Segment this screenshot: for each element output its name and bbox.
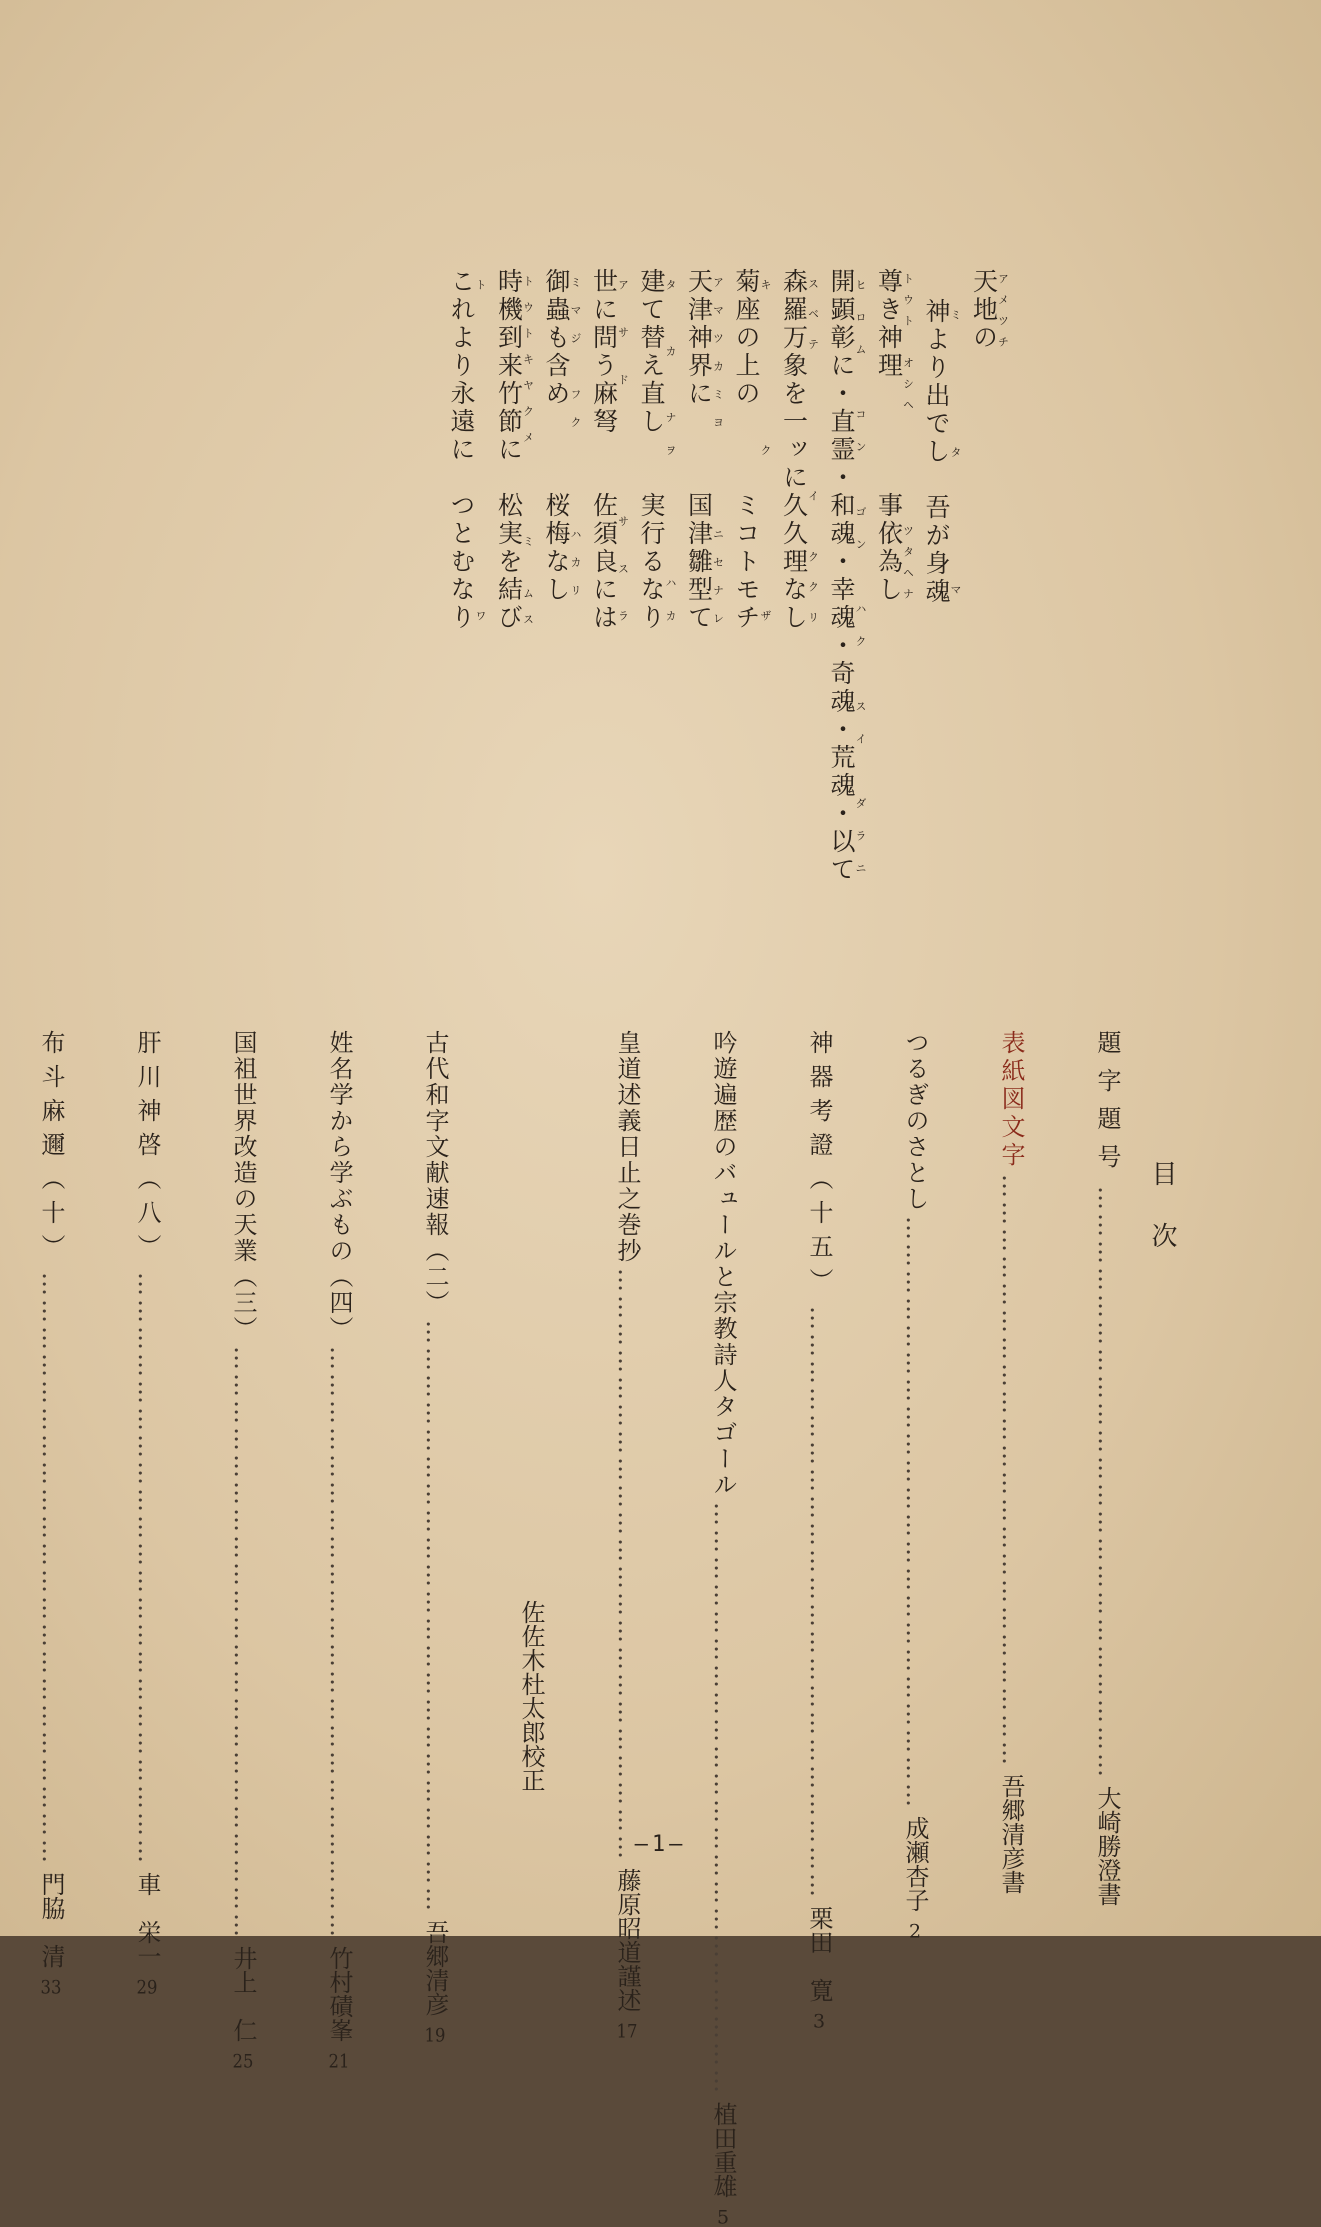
poem bbox=[439, 268, 1010, 884]
toc-entry-page: 2 bbox=[908, 1922, 922, 1941]
poem-line: 開顕彰に・直霊・和魂・幸魂・奇魂・荒魂・以てヒロム コン ゴン ハク スイ ダラニ bbox=[827, 268, 867, 884]
toc-entry-author: 車 栄一 bbox=[133, 1872, 161, 1968]
toc-entry-author: 吾郷清彦 bbox=[997, 1774, 1025, 1870]
toc-entry-author: 栗田 寛 bbox=[805, 1906, 833, 2002]
poem-line: これより永遠に つとむなりトワ bbox=[447, 268, 487, 632]
toc-entry bbox=[171, 1030, 267, 2071]
toc-entry-title: 題字題号 bbox=[1093, 1030, 1121, 1182]
toc-leader: ………………………………………………………… bbox=[325, 1346, 353, 1940]
toc-entry-suffix: 書 bbox=[997, 1870, 1025, 1894]
toc-entry-title: 肝川神啓（八） bbox=[133, 1030, 161, 1268]
toc-leader: ………………………………………………………… bbox=[37, 1272, 65, 1866]
toc-entry bbox=[843, 1030, 939, 1941]
toc-entry-author: 成瀬杏子 bbox=[901, 1816, 929, 1912]
toc-entry-suffix: 校正 bbox=[517, 1744, 545, 1792]
toc-entry-subline bbox=[459, 1030, 555, 1802]
page-number: —1— bbox=[634, 1832, 687, 1857]
toc-entry-author: 大崎勝澄 bbox=[1093, 1786, 1121, 1882]
toc-entry-author: 竹村磧峯 bbox=[325, 1946, 353, 2042]
toc-leader: ………………………………………………………… bbox=[613, 1268, 641, 1862]
toc-entry-title: 皇道述義日止之巻抄 bbox=[613, 1030, 641, 1264]
toc-entry bbox=[747, 1030, 843, 2031]
toc-heading: 目次 bbox=[1147, 1160, 1177, 1284]
poem-line: 建て替え直し 実行るなりタ カ ナヲ ハカ bbox=[637, 268, 677, 632]
toc-entry-suffix: 謹述 bbox=[613, 1964, 641, 2012]
toc-entry-author: 藤原昭道 bbox=[613, 1868, 641, 1964]
table-of-contents bbox=[0, 1030, 1131, 2227]
toc-leader: ………………………………………………………… bbox=[901, 1216, 929, 1810]
poem-line: 天地のアメツチ bbox=[969, 268, 1010, 352]
toc-entry bbox=[363, 1030, 459, 2045]
toc-entry-title: つるぎのさとし bbox=[901, 1030, 929, 1212]
toc-entry bbox=[267, 1030, 363, 2071]
poem-line: 時機到来竹節に 松実を結びトウトキヤクメ ミ ムス bbox=[494, 268, 535, 632]
toc-entry-title: 姓名学から学ぶもの（四） bbox=[325, 1030, 353, 1342]
toc-entry-page: 29 bbox=[136, 1978, 158, 1997]
toc-entry-author: 植田重雄 bbox=[709, 2102, 737, 2198]
toc-entry bbox=[0, 1030, 75, 1997]
toc-entry-title: 表紙図文字 bbox=[997, 1030, 1025, 1170]
poem-line: 菊座の上の ミコトモチキクザ bbox=[732, 268, 772, 632]
toc-entry-title: 布斗麻邇（十） bbox=[37, 1030, 65, 1268]
toc-entry bbox=[555, 1030, 651, 2041]
toc-entry-title: 神器考證（十五） bbox=[805, 1030, 833, 1302]
toc-entry-page: 25 bbox=[232, 2052, 254, 2071]
toc-entry-suffix: 書 bbox=[1093, 1882, 1121, 1906]
toc-entry-page: 17 bbox=[616, 2022, 638, 2041]
toc-entry-title: 古代和字文献速報（二） bbox=[421, 1030, 449, 1316]
poem-line: 尊き神理 事依為しトウト オシヘ ツタヘナ bbox=[874, 268, 915, 604]
poem-line: 神より出でし 吾が身魂ミタマ bbox=[922, 298, 962, 606]
poem-line: 御蟲も含め 桜梅なしミマジ フク ハカリ bbox=[542, 268, 582, 604]
poem-line: 森羅万象を一ッに久久理なしスベテ イ ククリ bbox=[779, 268, 820, 632]
toc-entry-page: 21 bbox=[328, 2052, 350, 2071]
toc-leader: ………………………………………………………… bbox=[229, 1346, 257, 1940]
poem-line: 天津神界に 国津雛型てアマツカミヨ ニセナレ bbox=[684, 268, 725, 632]
toc-entry-title: 吟遊遍歴のバュールと宗教詩人タゴール bbox=[709, 1030, 737, 1498]
toc-entry-page: 3 bbox=[812, 2012, 826, 2031]
toc-leader: ………………………………………………………… bbox=[133, 1272, 161, 1866]
toc-entry-author: 吾郷清彦 bbox=[421, 1920, 449, 2016]
toc-leader: ………………………………………………………… bbox=[997, 1174, 1025, 1768]
toc-leader: ………………………………………………………… bbox=[421, 1320, 449, 1914]
toc-entry bbox=[939, 1030, 1035, 1894]
toc-entry-author: 門脇 清 bbox=[37, 1872, 65, 1968]
toc-entry-author: 井上 仁 bbox=[229, 1946, 257, 2042]
toc-entry-page: 33 bbox=[40, 1978, 62, 1997]
toc-entry bbox=[1035, 1030, 1131, 1906]
toc-entry bbox=[75, 1030, 171, 1997]
toc-entry bbox=[651, 1030, 747, 2227]
poem-line: 世に問う麻弩 佐須良にはアサド サスラ bbox=[589, 268, 630, 632]
toc-entry-author: 佐佐木杜太郎 bbox=[517, 1600, 545, 1744]
toc-leader: ………………………………………………………… bbox=[1093, 1186, 1121, 1780]
toc-entry-page: 19 bbox=[424, 2026, 446, 2045]
toc-entry-page: 5 bbox=[716, 2208, 730, 2227]
toc-entry-title: 国祖世界改造の天業（三） bbox=[229, 1030, 257, 1342]
toc-leader: ………………………………………………………… bbox=[709, 1502, 737, 2096]
toc-leader: ………………………………………………………… bbox=[805, 1306, 833, 1900]
